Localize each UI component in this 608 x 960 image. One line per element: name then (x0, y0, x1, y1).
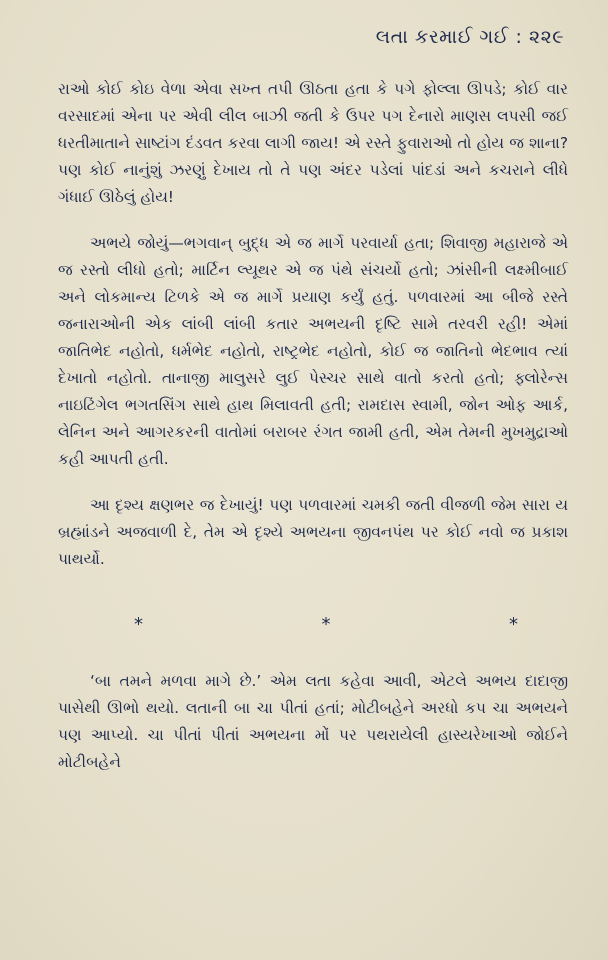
paragraph-4: ‘બા તમને મળવા માગે છે.’ એમ લતા કહેવા આવી, એટલે અભય દાદાજી પાસેથી ઊભો થયો. લતાની બા ચા પીતાં હતાં; મોટીબહેને અરધો કપ ચા અભયને પણ આપ્યો. ચા પીતાં પીતાં અભયના મોં પર પથરાયેલી હાસ્યરેખાઓ જોઈને મોટીબહેને (58, 672, 568, 771)
asterisk: * (509, 614, 518, 635)
paragraph-1: રાઓ કોઈ કોઇ વેળા એવા સખ્ત તપી ઊઠતા હતા કે પગે ફોલ્લા ઊપડે; કોઈ વાર વરસાદમાં એના પર એવી લીલ બાઝી જતી કે ઉપર પગ દેનારો માણસ લપસી જઈ ધરતીમાતાને સાષ્ટાંગ દંડવત કરવા લાગી જાય! એ રસ્તે ફુવારાઓ તો હોય જ શાના? પણ કોઈ નાનુંશું ઝરણું દેખાય તો તે પણ અંદર પડેલાં પાંદડાં અને કચરાને લીધે ગંધાઈ ઊઠેલું હોય! (58, 80, 568, 206)
page-body (58, 76, 568, 776)
paragraph-3: આ દૃશ્ય ક્ષણભર જ દેખાયું! પણ પળવારમાં ચમકી જતી વીજળી જેમ સારા ય બ્રહ્માંડને અજવાળી દે, તેમ એ દૃશ્યે અભયના જીવનપંથ પર કોઈ નવો જ પ્રકાશ પાથર્યો. (58, 496, 568, 568)
asterisk: * (134, 614, 143, 635)
asterisk: * (321, 614, 331, 635)
paragraph-2: અભયે જોયું—ભગવાન્ બુદ્ધ એ જ માર્ગે પરવાર્યા હતા; શિવાજી મહારાજે એ જ રસ્તો લીધો હતો; માર્ટિન લ્યૂથર એ જ પંથે સંચર્યો હતો; ઝાંસીની લક્ષ્મીબાઈ અને લોકમાન્ય ટિળકે એ જ માર્ગે પ્રયાણ કર્યું હતું. પળવારમાં આ બીજે રસ્તે જનારાઓની એક લાંબી લાંબી કતાર અભયની દૃષ્ટિ સામે તરવરી રહી! એમાં જાતિભેદ નહોતો, ધર્મભેદ નહોતો, રાષ્ટ્રભેદ નહોતો, કોઈ જ જાતિનો ભેદભાવ ત્યાં દેખાતો નહોતો. તાનાજી માલુસરે લુઈ પેસ્ચર સાથે વાતો કરતો હતો; ફ્લોરેન્સ નાઇટિંગેલ ભગતસિંગ સાથે હાથ મિલાવતી હતી; રામદાસ સ્વામી, જોન ઓફ આર્ક, લેનિન અને આગરકરની વાતોમાં બરાબર રંગત જામી હતી, એમ તેમની મુખમુદ્રાઓ કહી આપતી હતી. (58, 234, 568, 468)
section-separator (58, 611, 568, 638)
running-header: લતા કરમાઈ ગઈ : ૨૨૯ (375, 26, 564, 48)
